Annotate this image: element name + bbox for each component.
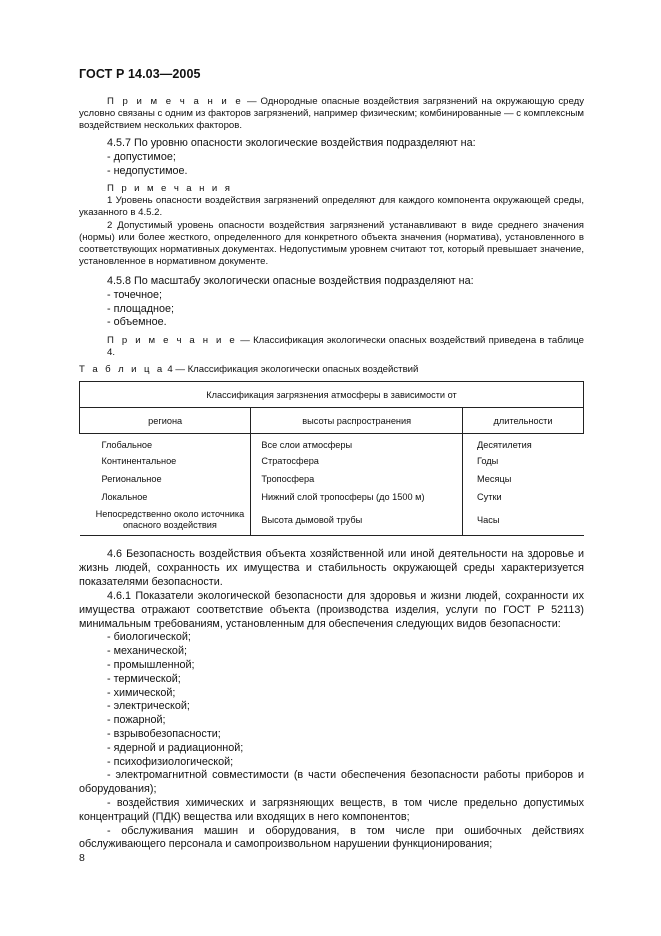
note-1	[79, 96, 584, 133]
table-cell: Глобальное	[101, 439, 153, 450]
list-item: - взрывобезопасности;	[107, 727, 221, 740]
note-1-text: — Однородные опасные воздействия загрязнений на окружающую среду условно связаны с одним из факторов загрязнений, например физическим; комбинированные — с комплексным воздействием нескольких факторов.	[79, 96, 584, 132]
list-item: - биологической;	[107, 631, 191, 644]
notes-2-label: П р и м е ч а н и я	[107, 183, 233, 194]
list-item: - недопустимое.	[107, 164, 188, 177]
list-item: - электрической;	[107, 700, 190, 713]
table-4-caption-label: Т а б л и ц а	[79, 364, 165, 375]
table-cell: Десятилетия	[477, 439, 532, 450]
table-row	[80, 506, 584, 536]
note-1-label: П р и м е ч а н и е	[107, 96, 244, 107]
list-item: - обслуживания машин и оборудования, в том числе при ошибочных действиях обслуживающего персонала и самопроизвольном нарушении функционирования;	[79, 824, 584, 851]
table-row	[80, 488, 584, 506]
document-header: ГОСТ Р 14.03—2005	[79, 67, 201, 81]
table-row	[80, 434, 584, 452]
list-item: - воздействия химических и загрязняющих веществ, в том числе предельно допустимых концентраций (ПДК) вещества или входящих в него компонентов;	[79, 796, 584, 823]
table-4-caption	[79, 364, 584, 376]
list-item: - пожарной;	[107, 714, 166, 727]
list-item: - точечное;	[107, 288, 163, 301]
table-cell: Все слои атмосферы	[251, 434, 463, 452]
section-4-6-1	[79, 590, 584, 852]
list-item: - термической;	[107, 672, 181, 685]
table-cell: Континентальное	[101, 455, 177, 466]
table-col-header: длительности	[463, 408, 584, 434]
table-cell: Непосредственно около источника опасного воздействия	[80, 506, 251, 536]
table-cell: Часы	[463, 506, 584, 536]
table-cell: Стратосфера	[251, 452, 463, 470]
table-group-header: Классификация загрязнения атмосферы в зависимости от	[80, 382, 584, 408]
table-row	[80, 470, 584, 488]
note-3	[79, 335, 584, 359]
page-number: 8	[79, 852, 85, 864]
table-col-header: региона	[80, 408, 251, 434]
section-4-5-7-heading: 4.5.7 По уровню опасности экологические воздействия подразделяют на:	[107, 137, 476, 149]
note-3-label: П р и м е ч а н и е	[107, 335, 238, 346]
table-cell: Высота дымовой трубы	[251, 506, 463, 536]
table-cell: Сутки	[477, 491, 502, 502]
table-cell: Локальное	[101, 491, 148, 502]
table-col-header: высоты распространения	[251, 408, 463, 434]
notes-2-p1: 1 Уровень опасности воздействия загрязнений определяют для каждого компонента окружающей среды, указанного в 4.5.2.	[79, 195, 584, 219]
table-cell: Тропосфера	[251, 470, 463, 488]
section-4-5-7	[79, 137, 584, 178]
table-4-caption-text: 4 — Классификация экологически опасных воздействий	[164, 364, 419, 375]
note-3-text: — Классификация экологически опасных воздействий приведена в таблице 4.	[107, 335, 584, 359]
section-4-6: 4.6 Безопасность воздействия объекта хозяйственной или иной деятельности на здоровье и жизнь людей, сохранность их имущества и стабильность окружающей среды характеризуется показателями безопасности.	[79, 548, 584, 588]
section-4-5-8-heading: 4.5.8 По масштабу экологически опасные воздействия подразделяют на:	[107, 275, 474, 287]
list-item: - объемное.	[107, 316, 167, 329]
list-item: - механической;	[107, 645, 187, 658]
table-cell: Годы	[477, 455, 499, 466]
notes-2	[79, 183, 584, 268]
table-4	[79, 381, 584, 536]
list-item: - площадное;	[107, 302, 175, 315]
list-item: - электромагнитной совместимости (в части обеспечения безопасности работы приборов и оборудования);	[79, 769, 584, 796]
list-item: - ядерной и радиационной;	[107, 741, 244, 754]
section-4-6-1-text: 4.6.1 Показатели экологической безопасности для здоровья и жизни людей, сохранности их имущества отражают соответствие объекта (производства изделия, услуги по ГОСТ Р 52113) минимальным требованиям, установленным для обеспечения следующих видов безопасности:	[79, 590, 584, 630]
section-4-5-8	[79, 275, 584, 330]
table-cell: Месяцы	[477, 473, 512, 484]
table-cell: Нижний слой тропосферы (до 1500 м)	[251, 488, 463, 506]
list-item: - химической;	[107, 686, 176, 699]
table-cell: Региональное	[101, 473, 162, 484]
table-row	[80, 452, 584, 470]
list-item: - психофизиологической;	[107, 755, 234, 768]
list-item: - допустимое;	[107, 150, 176, 163]
notes-2-p2: 2 Допустимый уровень опасности воздействия загрязнений устанавливают в виде среднего значения (нормы) или более жесткого, определенного для конкретного объекта значения (норматива), установленного в соответствующих нормативных документах. Недопустимым уровнем считают тот, который превышает значение, установленное в нормативном документе.	[79, 219, 584, 268]
list-item: - промышленной;	[107, 658, 195, 671]
